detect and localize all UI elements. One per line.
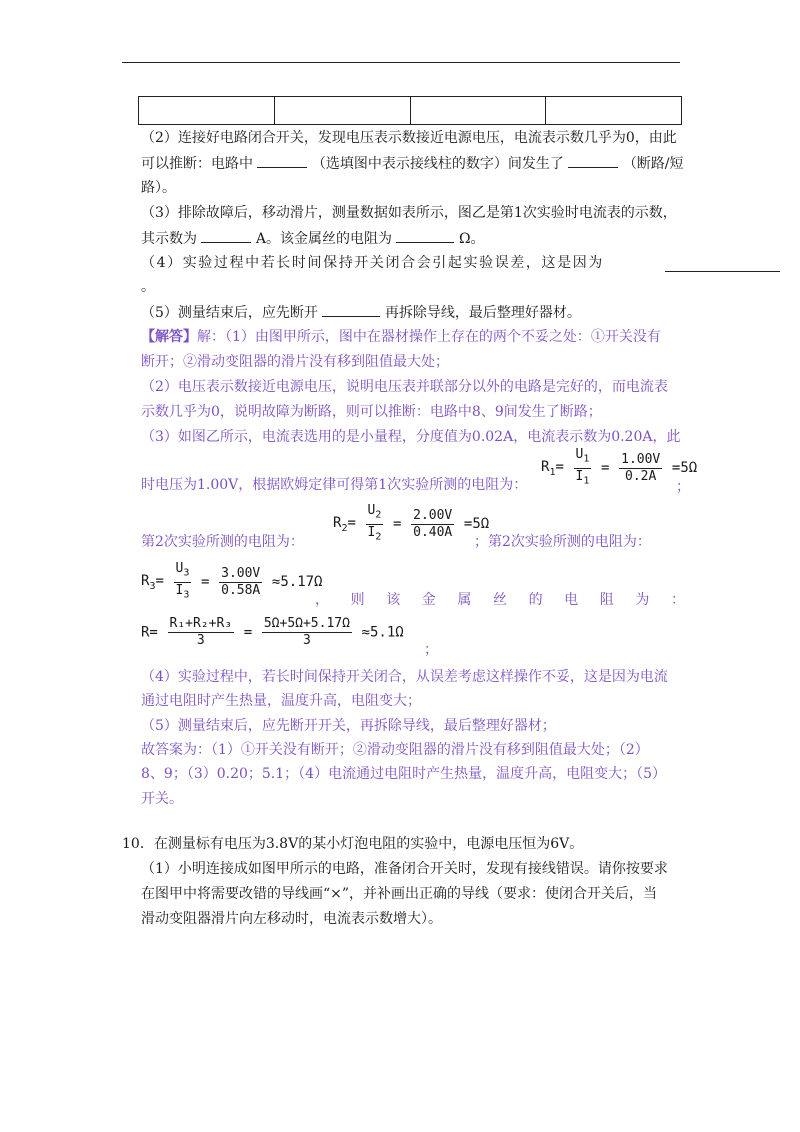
fill-blank[interactable] — [257, 153, 307, 168]
q10-line3: 在图甲中将需要改错的导线画“×”，并补画出正确的导线（要求：使闭合开关后，当 — [141, 886, 658, 902]
fill-blank[interactable] — [322, 302, 380, 317]
answer-line5: （3）如图乙所示，电流表选用的是小量程，分度值为0.02A，电流表示数为0.20A，此 — [141, 429, 681, 445]
answer-line4: 示数几乎为0，说明故障为断路，则可以推断：电路中8、9间发生了断路； — [141, 404, 602, 420]
formula-fraction: $\frac{2.00V}{0.40A}$ — [413, 507, 453, 540]
answer-line3: （2）电压表示数接近电源电压，说明电压表并联部分以外的电路是完好的，而电流表 — [141, 379, 668, 395]
table-cell — [274, 97, 410, 125]
semicolon: ； — [676, 479, 690, 495]
answer-line7b: ；第2次实验所测的电阻为： — [474, 534, 651, 550]
formula-r-average: R= $\frac{\text{R₁+R₂+R₃}}{3}$ = $\frac{5\Omega+5\Omega+5.17\Omega}{3}$ ≈5.1Ω — [141, 616, 404, 648]
q9-part2-line2 — [141, 153, 684, 174]
q9-part2-line3: 路）。 — [141, 180, 176, 196]
q9-part3-text-a: 其示数为 — [141, 231, 197, 247]
answer-line10: 通过电阻时产生热量，温度升高，电阻变大； — [141, 693, 421, 709]
answer-line13: 8、9；（3）0.20；5.1；（4）电流通过电阻时产生热量，温度升高，电阻变大；（5） — [141, 766, 666, 782]
q9-part3-line1: （3）排除故障后，移动滑片，测量数据如表所示，图乙是第1次实验时电流表的示数， — [141, 205, 677, 221]
q9-part4-line1: （4）实验过程中若长时间保持开关闭合会引起实验误差，这是因为 — [141, 255, 604, 271]
formula-r2: $R_2=$ $\frac{U_2}{I_2}$ = $\frac{2.00V}{0.40A}$ =5Ω — [333, 503, 489, 545]
q10-line2: （1）小明连接成如图甲所示的电路，准备闭合开关时，发现有接线错误。请你按要求 — [141, 861, 668, 877]
q10-line4: 滑动变阻器滑片向左移动时，电流表示数增大）。 — [141, 911, 442, 927]
data-table-bottom-row — [138, 96, 682, 125]
formula-fraction: $\frac{U_3}{I_3}$ — [175, 561, 190, 601]
answer-line12: 故答案为：（1）①开关没有断开；②滑动变阻器的滑片没有移到阻值最大处；（2） — [141, 742, 649, 758]
formula-r3: $R_3=$ $\frac{U_3}{I_3}$ = $\frac{3.00V}{0.58A}$ ≈5.17Ω — [141, 561, 322, 603]
formula-fraction: $\frac{U_1}{I_1}$ — [575, 447, 590, 487]
q9-part5-line — [141, 302, 581, 323]
answer-tag: 【解答】 — [141, 329, 197, 345]
formula-symbol: $R_1=$ — [541, 458, 564, 478]
q9-part3-text-b: A。该金属丝的电阻为 — [255, 231, 393, 247]
formula-fraction: $\frac{U_2}{I_2}$ — [367, 503, 382, 543]
q9-part3-text-c: Ω。 — [458, 231, 485, 247]
formula-fraction: $\frac{\text{R₁+R₂+R₃}}{3}$ — [169, 616, 233, 648]
q9-part2-text-c: （断路/短 — [622, 156, 684, 172]
fill-blank[interactable] — [396, 228, 454, 243]
answer-line9: （4）实验过程中，若长时间保持开关闭合，从误差考虑这样操作不妥，这是因为电流 — [141, 669, 668, 685]
q9-part3-line2 — [141, 228, 485, 249]
q9-part2-text-b: （选填图中表示接线柱的数字）间发生了 — [311, 156, 564, 172]
formula-fraction: $\frac{3.00V}{0.58A}$ — [221, 565, 261, 598]
formula-fraction: $\frac{5\Omega+5\Omega+5.17\Omega}{3}$ — [263, 616, 350, 648]
answer-text: 解：（1）由图甲所示，图中在器材操作上存在的两个不妥之处：①开关没有 — [197, 329, 661, 345]
answer-line8: ， 则 该 金 属 丝 的 电 阻 为 ： — [315, 592, 685, 608]
q9-part5-text-b: 再拆除导线，最后整理好器材。 — [384, 305, 581, 321]
fill-blank[interactable] — [665, 257, 780, 272]
table-cell — [546, 97, 682, 125]
table-cell — [410, 97, 546, 125]
answer-line11: （5）测量结束后，应先断开开关，再拆除导线，最后整理好器材； — [141, 718, 556, 734]
q9-part2-text-a: 可以推断：电路中 — [141, 156, 253, 172]
formula-r1: $R_1=$ $\frac{U_1}{I_1}$ = $\frac{1.00V}{0.2A}$ =5Ω — [541, 447, 697, 489]
q9-part2-line1: （2）连接好电路闭合开关，发现电压表示数接近电源电压，电流表示数几乎为0，由此 — [141, 130, 677, 146]
answer-line6: 时电压为1.00V，根据欧姆定律可得第1次实验所测的电阻为： — [141, 477, 528, 493]
q9-part4-line2: 。 — [141, 279, 155, 295]
q9-part5-text-a: （5）测量结束后，应先断开 — [141, 305, 318, 321]
header-rule — [122, 62, 680, 63]
fill-blank[interactable] — [568, 153, 618, 168]
answer-line7a: 第2次实验所测的电阻为： — [141, 534, 304, 550]
answer-line1 — [141, 327, 661, 347]
fill-blank[interactable] — [201, 228, 251, 243]
table-cell — [139, 97, 275, 125]
q10-line1: 10．在测量标有电压为3.8V的某小灯泡电阻的实验中，电源电压恒为6V。 — [122, 836, 584, 852]
formula-fraction: $\frac{1.00V}{0.2A}$ — [621, 451, 661, 484]
answer-line2: 断开；②滑动变阻器的滑片没有移到阻值最大处； — [141, 354, 449, 370]
semicolon: ； — [424, 642, 438, 658]
answer-line14: 开关。 — [141, 791, 183, 807]
